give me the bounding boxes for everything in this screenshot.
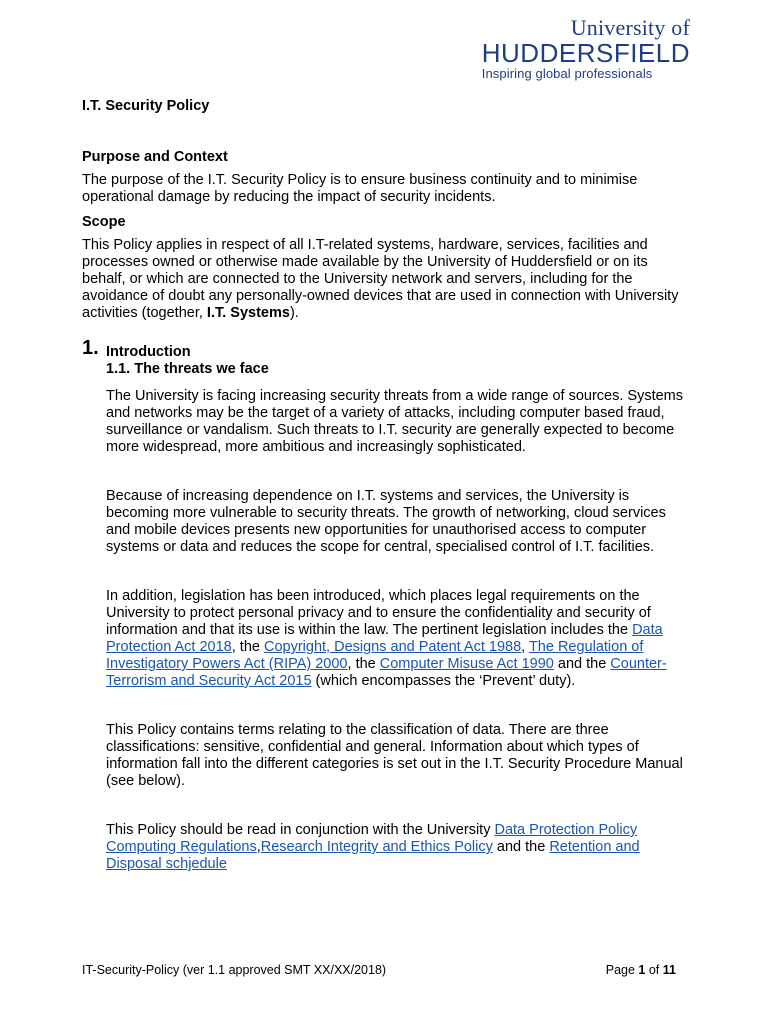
related-text: , bbox=[256, 839, 261, 855]
purpose-heading: Purpose and Context bbox=[82, 149, 228, 165]
legislation-text: , the bbox=[347, 656, 380, 672]
section-1 bbox=[82, 337, 690, 873]
link-data-protection-act[interactable]: Data Protection Act 2018 bbox=[106, 622, 663, 655]
footer-page-number bbox=[606, 963, 676, 977]
page-current: 1 bbox=[638, 963, 646, 977]
legislation-text: In addition, legislation has been introduced, which places legal requirements on the University to protect personal privacy and to ensure the confidentiality and security of information and that its use is within the law. The pertinent legislation includes the bbox=[106, 588, 651, 638]
scope-bold-term: I.T. Systems bbox=[206, 305, 290, 321]
legislation-text: and the bbox=[553, 656, 611, 672]
paragraph-dependence: Because of increasing dependence on I.T. systems and services, the University is becoming more vulnerable to security threats. The growth of networking, cloud services and mobile devices presents new opportunities for unauthorised access to computer systems or data and reduces the scope for central, specialised control of I.T. facilities. bbox=[106, 488, 666, 555]
link-data-protection-policy[interactable]: Data Protection Policy bbox=[494, 822, 638, 838]
legislation-text: , bbox=[521, 639, 529, 655]
related-text: This Policy should be read in conjunction with the University bbox=[106, 822, 495, 838]
page-total: 11 bbox=[662, 963, 676, 977]
link-copyright-act[interactable]: Copyright, Designs and Patent Act 1988 bbox=[264, 639, 522, 655]
paragraph-classification: This Policy contains terms relating to the classification of data. There are three classifications: sensitive, confidential and general. Information about which types of information fall into the different categories is set out in the I.T. Security Procedure Manual (see below). bbox=[106, 722, 683, 789]
paragraph-related-policies bbox=[106, 822, 690, 873]
document-body bbox=[82, 98, 690, 873]
link-computing-regulations[interactable]: Computing Regulations bbox=[106, 839, 257, 855]
legislation-text: , the bbox=[231, 639, 264, 655]
scope-text bbox=[82, 237, 690, 322]
link-retention-disposal-schedule[interactable]: Retention and Disposal schjedule bbox=[106, 839, 640, 872]
link-computer-misuse-act[interactable]: Computer Misuse Act 1990 bbox=[379, 656, 554, 672]
document-title: I.T. Security Policy bbox=[82, 98, 210, 114]
page-label: Page bbox=[605, 963, 635, 977]
link-counter-terrorism-act[interactable]: Counter-Terrorism and Security Act 2015 bbox=[106, 656, 667, 689]
link-ripa-act[interactable]: The Regulation of Investigatory Powers Act (RIPA) 2000 bbox=[106, 639, 644, 672]
paragraph-threats: The University is facing increasing security threats from a wide range of sources. Systems and networks may be the target of a variety of attacks, including computer based fraud, surveillance or vandalism. Such threats to I.T. security are generally expected to become more widespread, more ambitious and increasingly sophisticated. bbox=[106, 388, 684, 455]
legislation-text: (which encompasses the ‘Prevent’ duty). bbox=[311, 673, 576, 689]
purpose-text: The purpose of the I.T. Security Policy is to ensure business continuity and to minimise operational damage by reducing the impact of security incidents. bbox=[82, 172, 638, 205]
link-research-integrity-policy[interactable]: Research Integrity and Ethics Policy bbox=[260, 839, 493, 855]
section-heading: Introduction bbox=[106, 344, 191, 360]
logo-line-2: HUDDERSFIELD bbox=[481, 38, 690, 68]
footer-document-version: IT-Security-Policy (ver 1.1 approved SMT XX/XX/2018) bbox=[82, 963, 387, 977]
scope-text-part: This Policy applies in respect of all I.T-related systems, hardware, services, facilities and processes owned or otherwise made available by the University of Huddersfield or on its behalf, or which are connected to the University network and servers, including for the avoidance of doubt any personally-owned devices that are used in connection with University activities (together, bbox=[82, 237, 679, 321]
scope-text-end: ). bbox=[289, 305, 299, 321]
page-of: of bbox=[648, 963, 660, 977]
scope-heading: Scope bbox=[82, 214, 126, 230]
university-logo bbox=[482, 16, 690, 82]
subsection-heading: 1.1. The threats we face bbox=[106, 361, 269, 377]
related-text: and the bbox=[492, 839, 550, 855]
logo-line-1: University of bbox=[570, 15, 690, 40]
paragraph-legislation bbox=[106, 588, 690, 690]
section-number: 1. bbox=[82, 337, 99, 359]
logo-tagline: Inspiring global professionals bbox=[481, 66, 653, 81]
